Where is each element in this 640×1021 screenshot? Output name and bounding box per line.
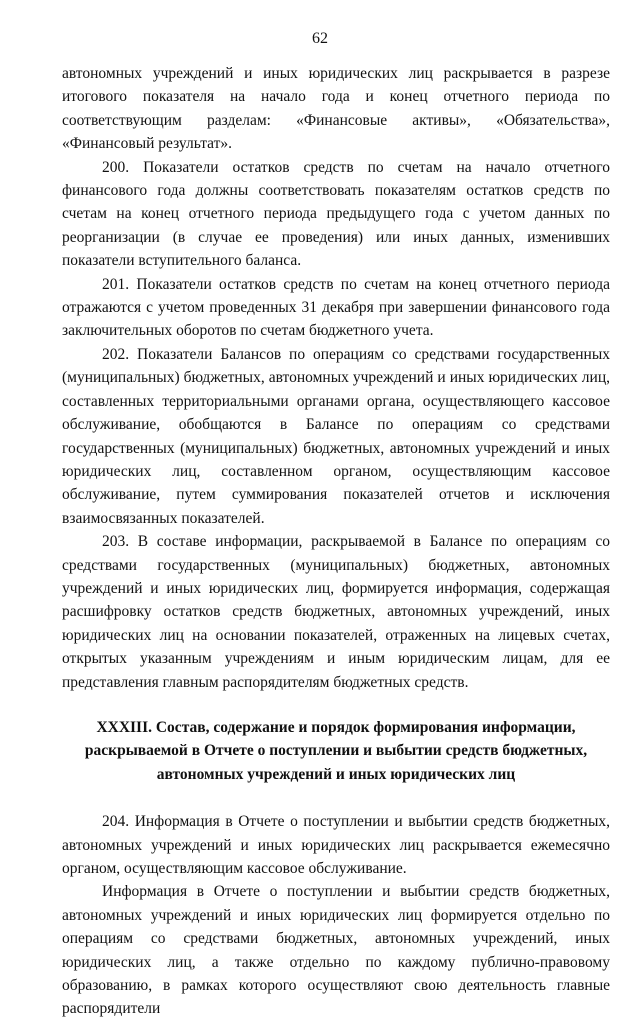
paragraph-204-continued: Информация в Отчете о поступлении и выбытии средств бюджетных, автономных учреждений и иных юридических лиц формируется отдельно по операциям со средствами бюджетных, автономных учреждений, иных юридических лиц, а также отдельно по каждому публично-правовому образованию, в рамках которого осуществляют свою деятельность главные распорядители: [62, 883, 610, 1018]
paragraph-200: 200. Показатели остатков средств по счетам на начало отчетного финансового года должны соответствовать показателям остатков средств по счетам на конец отчетного периода предыдущего года с учетом данных по реорганизации (в случае ее проведения) или иных данных, изменивших показатели вступительного баланса.: [62, 158, 610, 270]
paragraph-204: 204. Информация в Отчете о поступлении и выбытии средств бюджетных, автономных учреждений и иных юридических лиц раскрывается ежемесячно органом, осуществляющим кассовое обслуживание.: [62, 813, 610, 877]
section-heading-line-2: раскрываемой в Отчете о поступлении и выбытии средств бюджетных,: [84, 742, 588, 760]
page-number: 62: [312, 30, 328, 47]
paragraph-203: 203. В составе информации, раскрываемой в Балансе по операциям со средствами государственных (муниципальных) бюджетных, автономных учреждений и иных юридических лиц, формируется информация, содержащая расшифровку остатков средств бюджетных, автономных учреждений, иных юридических лиц на основании показателей, отраженных на лицевых счетах, открытых указанным учреждениям и иным юридическим лицам, для ее представления главным распорядителям бюджетных средств.: [62, 533, 610, 691]
section-heading: [62, 716, 610, 786]
paragraph-202: 202. Показатели Балансов по операциям со средствами государственных (муниципальных) бюджетных, автономных учреждений и иных юридических лиц, составленных территориальными органами органа, осуществляющего кассовое обслуживание, обобщаются в Балансе по операциям со средствами государственных (муниципальных) бюджетных, автономных учреждений и иных юридических лиц, составленном органом, осуществляющим кассовое обслуживание, путем суммирования показателей отчетов и исключения взаимосвязанных показателей.: [62, 345, 610, 527]
paragraph-continuation: автономных учреждений и иных юридических лиц раскрывается в разрезе итогового показателя на начало года и конец отчетного периода по соответствующим разделам: «Финансовые активы», «Обязательства», «Финансовый результат».: [62, 65, 610, 153]
section-heading-line-3: автономных учреждений и иных юридических лиц: [156, 765, 516, 783]
paragraph-201: 201. Показатели остатков средств по счетам на конец отчетного периода отражаются с учетом проведенных 31 декабря при завершении финансового года заключительных оборотов по счетам бюджетного учета.: [62, 275, 610, 340]
document-body: [62, 62, 610, 1021]
section-heading-line-1: XXXIII. Состав, содержание и порядок формирования информации,: [96, 718, 576, 736]
